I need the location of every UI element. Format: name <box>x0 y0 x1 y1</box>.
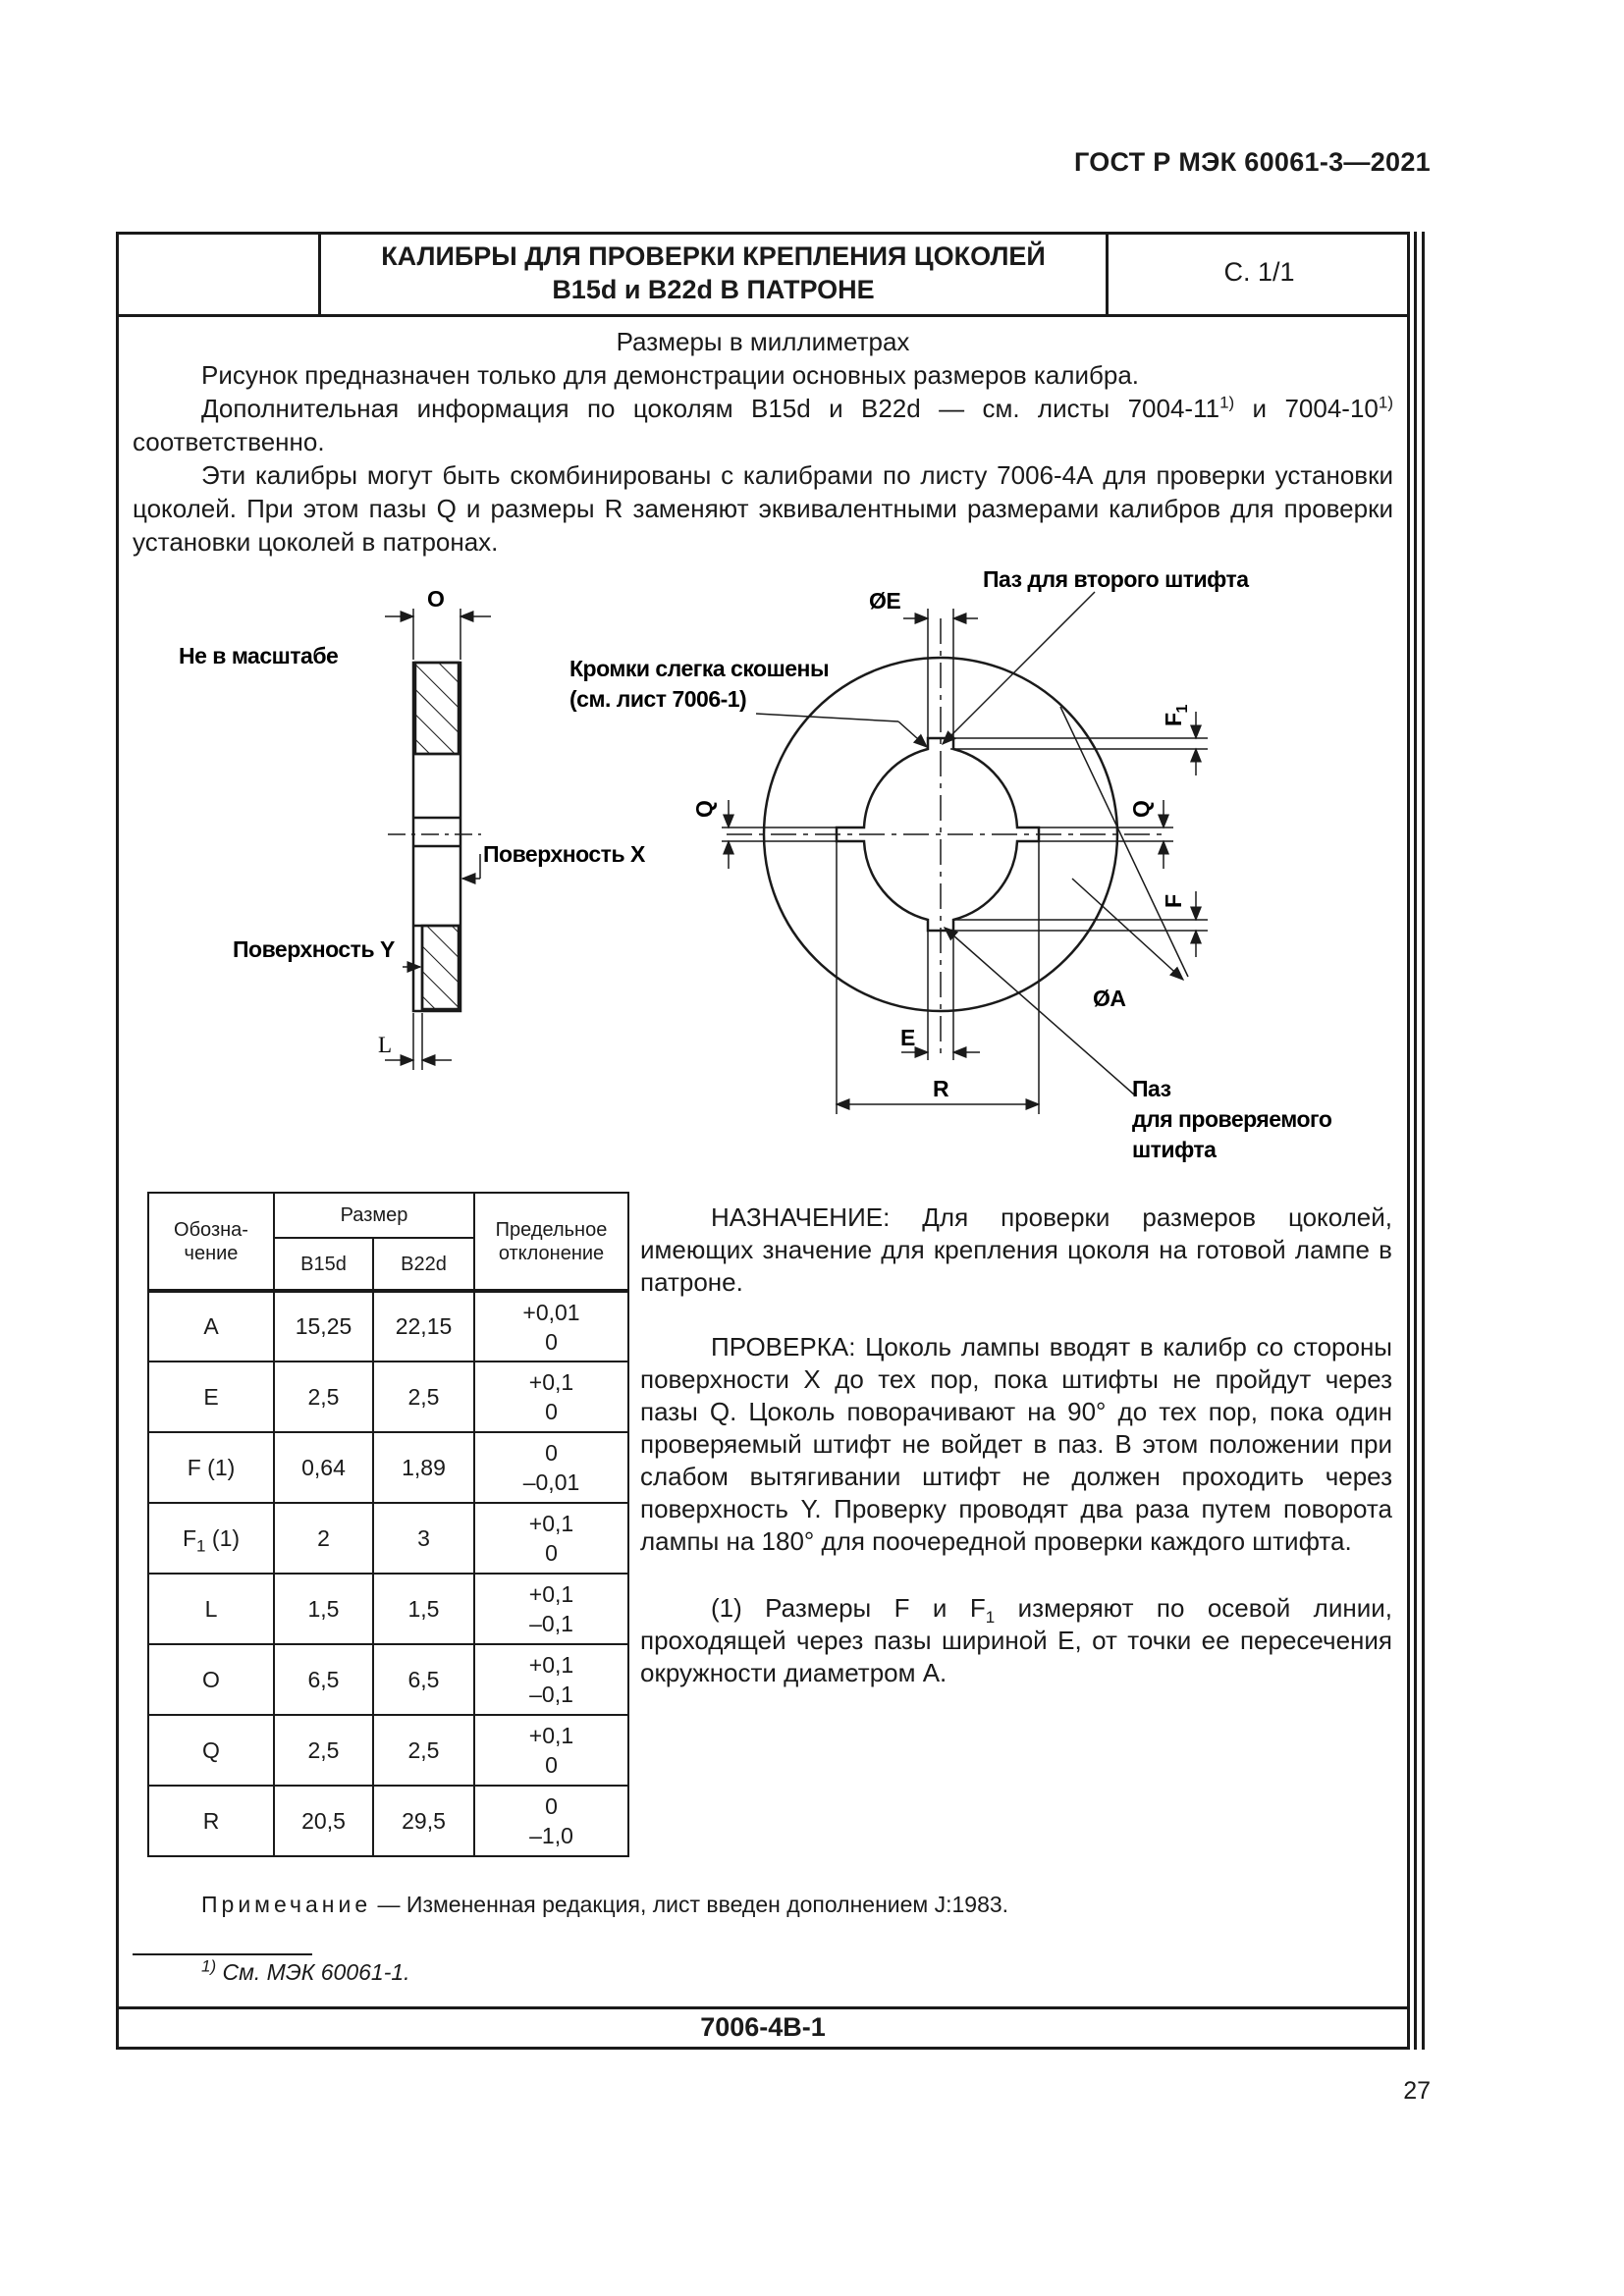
units-note: Размеры в миллиметрах <box>616 327 910 356</box>
chamfer-note-line2: (см. лист 7006-1) <box>569 686 747 712</box>
col-b22d-header: B22d <box>373 1238 474 1291</box>
header-text: чение <box>184 1242 239 1264</box>
footer-divider <box>116 2006 1410 2009</box>
table-row <box>148 1362 628 1432</box>
dim-o-label: O <box>427 586 445 612</box>
col-size-header: Размер <box>274 1193 474 1238</box>
sheet-title <box>321 240 1106 306</box>
cell-b15d: 6,5 <box>274 1644 373 1715</box>
designation-text: F <box>182 1524 197 1551</box>
not-to-scale-label: Не в масштабе <box>179 643 339 668</box>
cell-b15d: 20,5 <box>274 1786 373 1856</box>
table-row <box>148 1503 628 1574</box>
header-text: отклонение <box>498 1242 605 1264</box>
table-row <box>148 1432 628 1503</box>
intro-p2-text: и 7004-10 <box>1234 394 1379 423</box>
note <box>201 1892 1008 1918</box>
remark-paragraph <box>640 1592 1392 1689</box>
tol-upper: +0,01 <box>522 1299 580 1325</box>
sheet-title-line2: B15d и B22d В ПАТРОНЕ <box>552 275 875 304</box>
tol-upper: +0,1 <box>528 1511 574 1536</box>
dim-e-label: E <box>900 1025 915 1050</box>
note-label: Примечание <box>201 1892 372 1917</box>
slot-checked-label-1: Паз <box>1132 1076 1171 1101</box>
tol-lower: –0,01 <box>522 1469 580 1495</box>
remark-text: измеряют по осевой линии, проходящей через пазы шириной E, от точки ее пересечения окружности диаметром A. <box>640 1593 1392 1687</box>
cell-b22d: 29,5 <box>373 1786 474 1856</box>
header-text: Обозна- <box>174 1218 248 1241</box>
footnote-ref: 1) <box>1219 393 1235 412</box>
cell-b15d: 0,64 <box>274 1432 373 1503</box>
page-number: 27 <box>1403 2077 1431 2105</box>
side-section-view <box>385 609 491 1070</box>
cell-designation: Q <box>148 1715 274 1786</box>
cell-b22d: 22,15 <box>373 1291 474 1362</box>
table-row <box>148 1715 628 1786</box>
purpose-text: НАЗНАЧЕНИЕ: Для проверки размеров цоколей, имеющих значение для крепления цоколя на готовой лампе в патроне. <box>640 1202 1392 1297</box>
sheet-title-line1: КАЛИБРЫ ДЛЯ ПРОВЕРКИ КРЕПЛЕНИЯ ЦОКОЛЕЙ <box>381 241 1046 271</box>
cell-tolerance <box>474 1432 628 1503</box>
dim-oa-label: ØA <box>1093 986 1126 1011</box>
sheet-code: 7006-4B-1 <box>700 2012 826 2042</box>
cell-designation: E <box>148 1362 274 1432</box>
cell-b15d: 2,5 <box>274 1715 373 1786</box>
table-row <box>148 1786 628 1856</box>
slot-second-pin-label: Паз для второго штифта <box>983 566 1249 592</box>
cell-b22d: 1,5 <box>373 1574 474 1644</box>
footnote-text: См. МЭК 60061-1. <box>216 1959 410 1985</box>
tol-upper: 0 <box>545 1440 558 1466</box>
cell-b22d: 3 <box>373 1503 474 1574</box>
check-paragraph <box>640 1331 1392 1558</box>
dim-oe-label: ØE <box>869 588 901 614</box>
dim-r-label: R <box>933 1076 949 1101</box>
cell-b22d: 2,5 <box>373 1362 474 1432</box>
frame-rail <box>1414 232 1417 2050</box>
footnote <box>201 1956 410 1986</box>
tol-lower: 0 <box>545 1328 558 1355</box>
table-row <box>148 1574 628 1644</box>
cell-b15d: 1,5 <box>274 1574 373 1644</box>
tol-lower: –0,1 <box>529 1611 573 1636</box>
tol-lower: 0 <box>545 1399 558 1424</box>
cell-tolerance <box>474 1362 628 1432</box>
cell-designation: L <box>148 1574 274 1644</box>
tol-upper: +0,1 <box>528 1723 574 1748</box>
cell-designation <box>148 1503 274 1574</box>
cell-designation: F (1) <box>148 1432 274 1503</box>
sheet-number: С. 1/1 <box>1223 257 1295 287</box>
cell-tolerance <box>474 1715 628 1786</box>
table-row <box>148 1291 628 1362</box>
tol-upper: +0,1 <box>528 1581 574 1607</box>
cell-tolerance <box>474 1574 628 1644</box>
col-b15d-header: B15d <box>274 1238 373 1291</box>
purpose-paragraph <box>640 1201 1392 1299</box>
tol-lower: –0,1 <box>529 1682 573 1707</box>
surface-y-label: Поверхность Y <box>233 936 395 962</box>
dim-f1-label: $F_1$ <box>1161 705 1191 726</box>
cell-b15d: 2 <box>274 1503 373 1574</box>
tol-upper: 0 <box>545 1793 558 1819</box>
designation-text: (1) <box>205 1524 241 1551</box>
footnote-mark: 1) <box>201 1956 217 1976</box>
gauge-drawing <box>116 560 1410 1188</box>
cell-b15d: 2,5 <box>274 1362 373 1432</box>
cell-tolerance <box>474 1291 628 1362</box>
remark-subscript: 1 <box>985 1608 996 1628</box>
chamfer-note-line1: Кромки слегка скошены <box>569 656 830 681</box>
cell-b22d: 6,5 <box>373 1644 474 1715</box>
tol-lower: –1,0 <box>529 1823 573 1848</box>
col-tolerance-header <box>474 1193 628 1291</box>
intro-paragraph-2 <box>133 392 1393 458</box>
dim-q-left-label: Q <box>691 800 717 818</box>
tol-lower: 0 <box>545 1540 558 1566</box>
slot-checked-label-2: для проверяемого <box>1132 1106 1332 1132</box>
frame-rail <box>1422 232 1425 2050</box>
cell-designation: A <box>148 1291 274 1362</box>
col-designation-header <box>148 1193 274 1291</box>
designation-subscript: 1 <box>196 1536 206 1556</box>
cell-b15d: 15,25 <box>274 1291 373 1362</box>
standard-header: ГОСТ Р МЭК 60061-3—2021 <box>1073 147 1431 177</box>
tol-upper: +0,1 <box>528 1369 574 1395</box>
surface-x-label: Поверхность X <box>483 841 645 867</box>
check-text: ПРОВЕРКА: Цоколь лампы вводят в калибр со стороны поверхности X до тех пор, пока штифты не пройдут через пазы Q. Цоколь поворачивают на 90° до тех пор, пока один проверяемый штифт не войдет в паз. В этом положении при слабом вытягивании штифт не должен проходить через поверхность Y. Проверку проводят два раза путем поворота лампы на 180° для поочередной проверки каждого штифта. <box>640 1332 1392 1556</box>
intro-paragraph-3: Эти калибры могут быть скомбинированы с калибрами по листу 7006-4А для проверки установки цоколей. При этом пазы Q и размеры R заменяют эквивалентными размерами калибров для проверки установки цоколей в патронах. <box>133 460 1393 557</box>
table-row <box>148 1644 628 1715</box>
tol-lower: 0 <box>545 1752 558 1778</box>
footnote-ref: 1) <box>1378 393 1393 412</box>
footnote-divider <box>133 1953 312 1955</box>
note-text: — Измененная редакция, лист введен дополнением J:1983. <box>371 1892 1009 1917</box>
dimensions-table <box>147 1192 629 1857</box>
dim-l-label: L <box>378 1033 393 1057</box>
cell-designation: O <box>148 1644 274 1715</box>
cell-tolerance <box>474 1503 628 1574</box>
cell-designation: R <box>148 1786 274 1856</box>
slot-checked-label-3: штифта <box>1132 1137 1217 1162</box>
cell-tolerance <box>474 1644 628 1715</box>
intro-p2-text: Дополнительная информация по цоколям B15d и B22d — см. листы 7004-11 <box>201 394 1220 423</box>
dim-f-label: F <box>1161 894 1186 908</box>
header-text: Предельное <box>495 1218 608 1241</box>
dim-q-right-label: Q <box>1128 800 1154 818</box>
intro-p2-text: соответственно. <box>133 427 325 456</box>
tol-upper: +0,1 <box>528 1652 574 1678</box>
intro-paragraph-1: Рисунок предназначен только для демонстрации основных размеров калибра. <box>201 360 1140 390</box>
cell-b22d: 1,89 <box>373 1432 474 1503</box>
remark-text: (1) Размеры F и F <box>711 1593 986 1623</box>
cell-tolerance <box>474 1786 628 1856</box>
cell-b22d: 2,5 <box>373 1715 474 1786</box>
